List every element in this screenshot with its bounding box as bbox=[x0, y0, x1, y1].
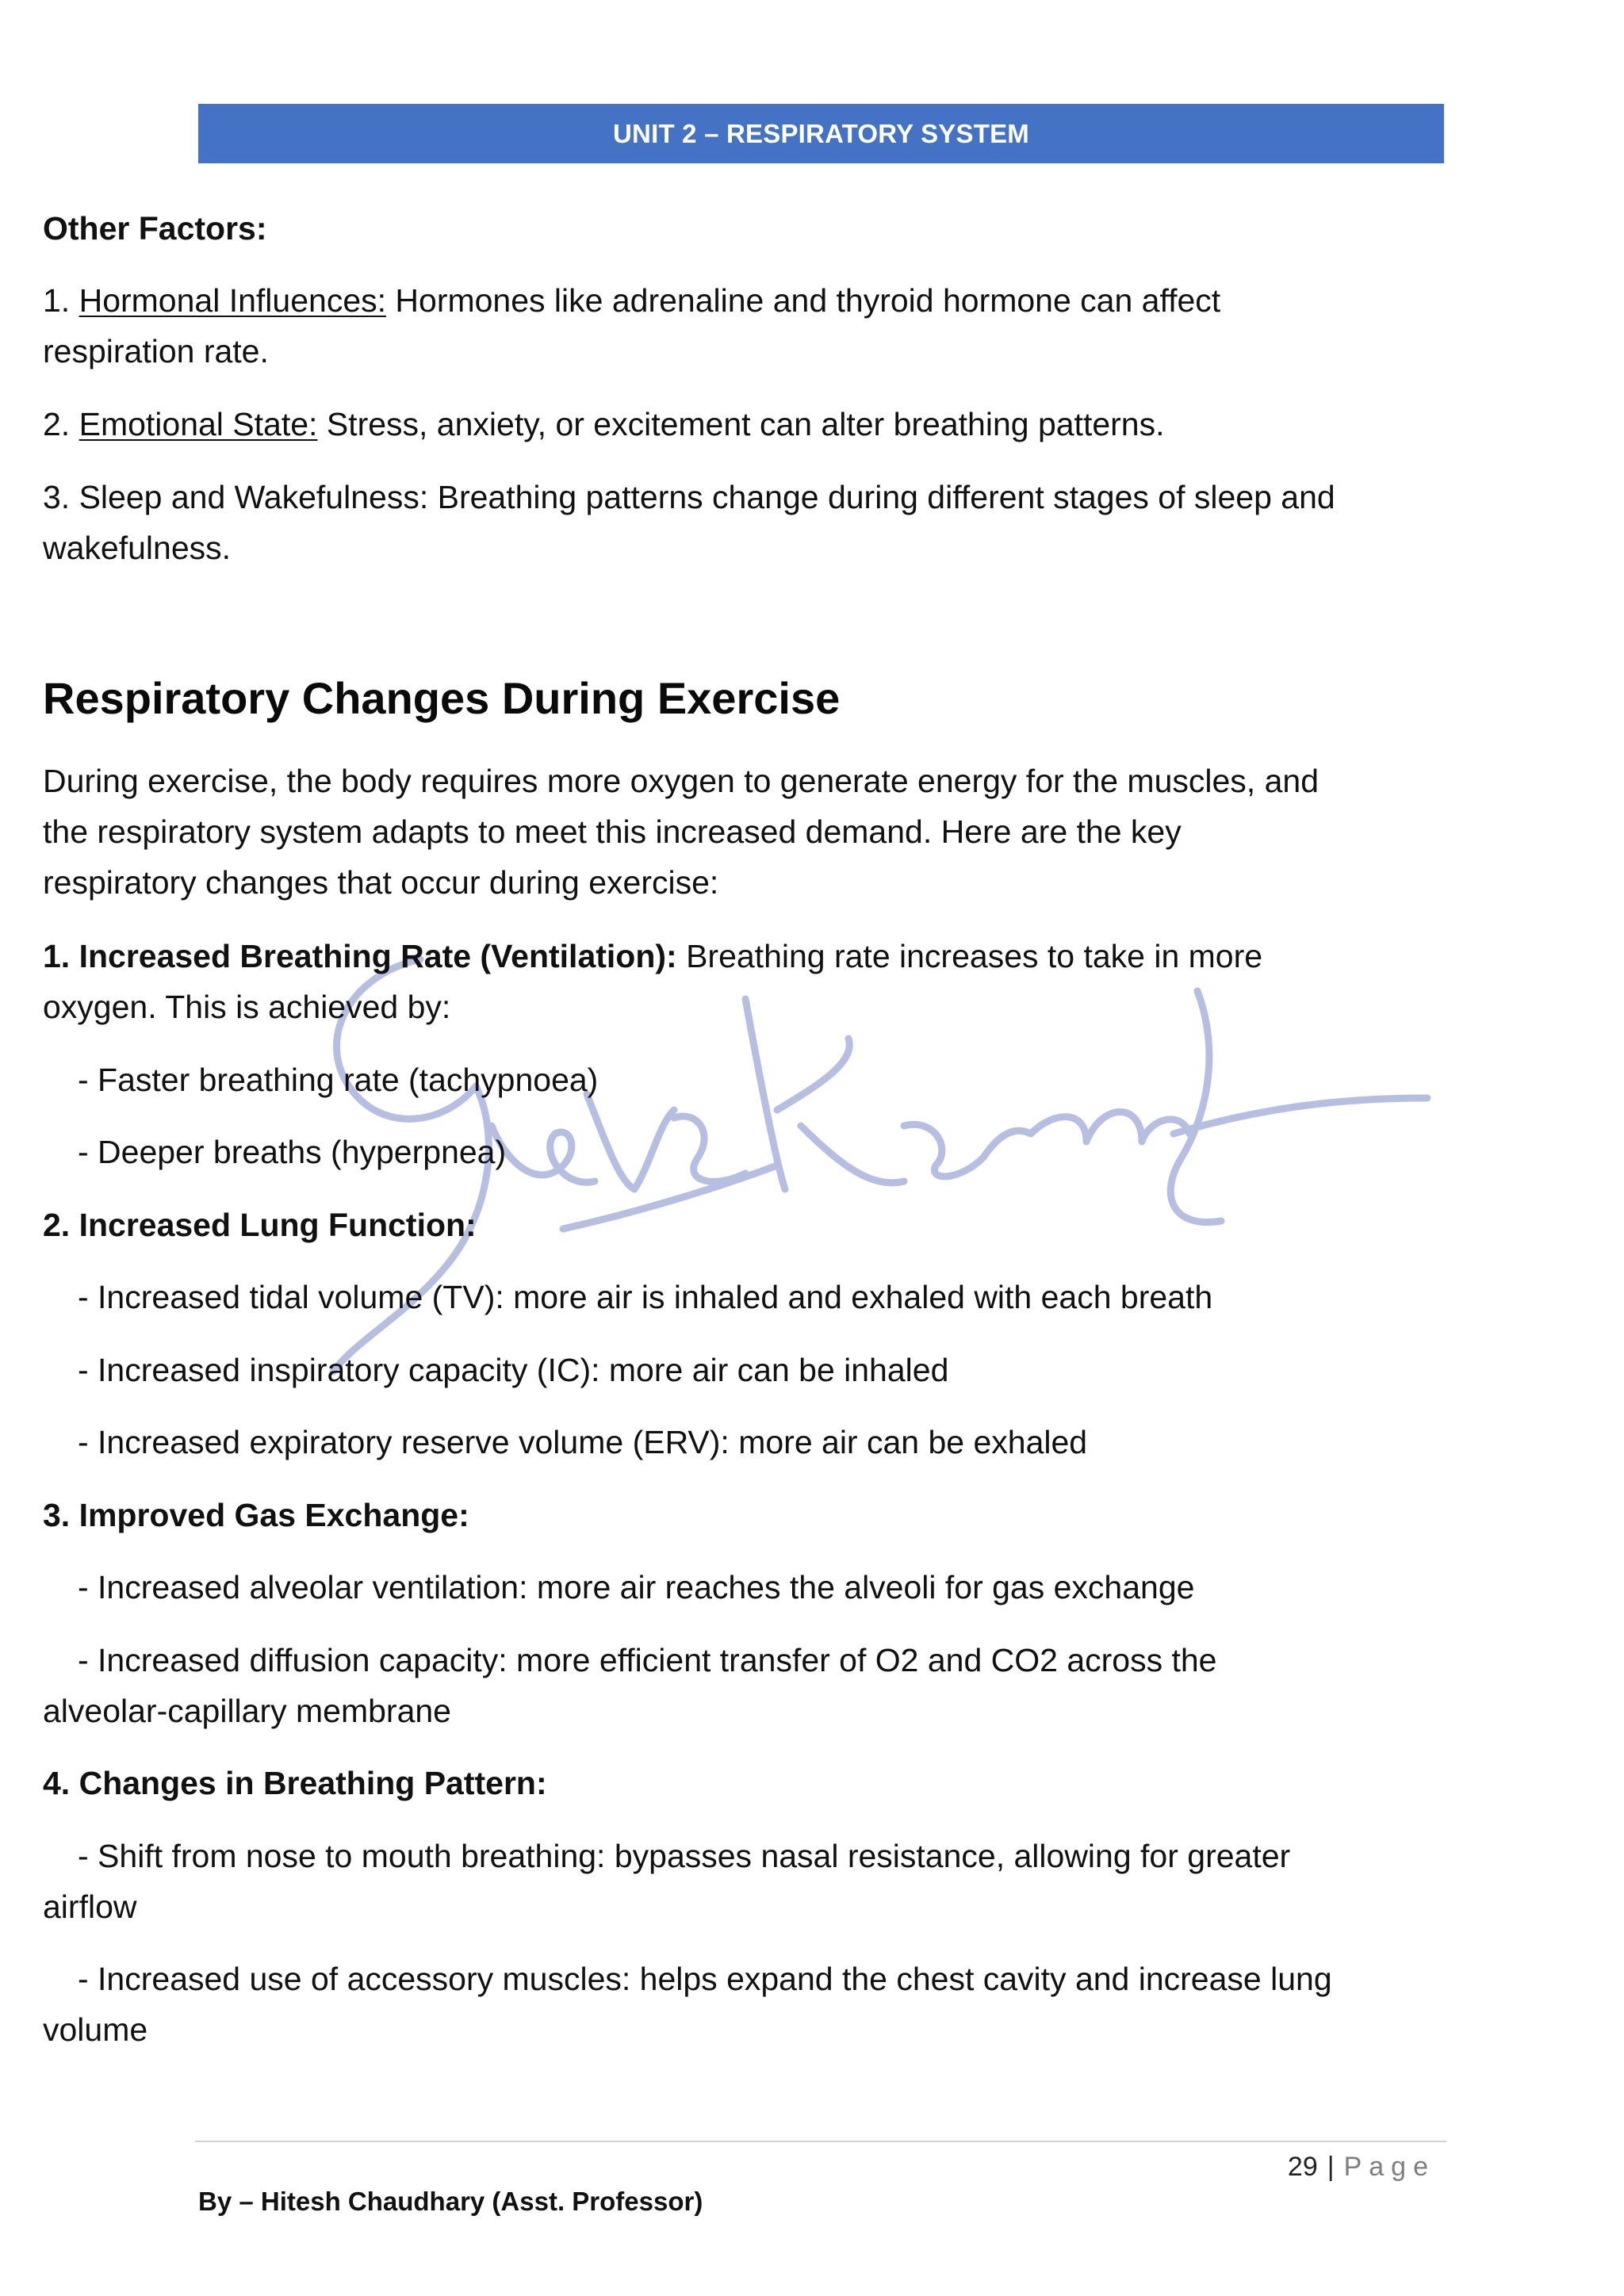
bullet-item: - Increased use of accessory muscles: helps expand the chest cavity and increase lung bbox=[78, 1961, 1332, 1997]
section-title: Respiratory Changes During Exercise bbox=[43, 673, 841, 723]
bullet-item: - Increased tidal volume (TV): more air is inhaled and exhaled with each breath bbox=[78, 1279, 1213, 1315]
factor-hormonal bbox=[43, 275, 1446, 326]
bullet-item: - Deeper breaths (hyperpnea) bbox=[78, 1134, 507, 1170]
factor-text: Stress, anxiety, or excitement can alter breathing patterns. bbox=[317, 406, 1165, 442]
bullet-item: - Increased diffusion capacity: more efficient transfer of O2 and CO2 across the bbox=[78, 1642, 1217, 1678]
footer-divider bbox=[195, 2141, 1446, 2142]
factor-number: 2. bbox=[43, 406, 79, 442]
bullet-item: - Increased expiratory reserve volume (ERV): more air can be exhaled bbox=[78, 1424, 1088, 1460]
factor-emotional bbox=[43, 399, 1446, 450]
factor-label: Hormonal Influences: bbox=[79, 282, 387, 319]
factor-label: Emotional State: bbox=[79, 406, 318, 442]
intro-line: During exercise, the body requires more oxygen to generate energy for the muscles, and bbox=[43, 763, 1319, 799]
gas-exchange-heading: 3. Improved Gas Exchange: bbox=[43, 1497, 469, 1533]
page-number bbox=[1288, 2147, 1435, 2187]
bullet-item: - Increased inspiratory capacity (IC): more air can be inhaled bbox=[78, 1352, 949, 1388]
item-text: Breathing rate increases to take in more bbox=[676, 938, 1263, 974]
factor-text: Hormones like adrenaline and thyroid hormone can affect bbox=[386, 282, 1221, 319]
lung-function-heading: 2. Increased Lung Function: bbox=[43, 1207, 477, 1243]
author-credit: By – Hitesh Chaudhary (Asst. Professor) bbox=[198, 2187, 703, 2216]
unit-header-title: UNIT 2 – RESPIRATORY SYSTEM bbox=[613, 118, 1029, 148]
unit-header-bar bbox=[198, 104, 1444, 163]
bullet-item: - Faster breathing rate (tachypnoea) bbox=[78, 1062, 599, 1098]
bullet-item: - Shift from nose to mouth breathing: bypasses nasal resistance, allowing for greater bbox=[78, 1838, 1291, 1874]
breathing-rate-cont: oxygen. This is achieved by: bbox=[43, 989, 451, 1025]
breathing-pattern-heading: 4. Changes in Breathing Pattern: bbox=[43, 1765, 547, 1801]
page-label: Page bbox=[1343, 2152, 1435, 2182]
item-heading: 1. Increased Breathing Rate (Ventilation): bbox=[43, 938, 677, 974]
breathing-rate-item bbox=[43, 931, 1446, 982]
page-separator: | bbox=[1327, 2152, 1335, 2182]
bullet-item-cont: airflow bbox=[43, 1888, 137, 1925]
factor-sleep: 3. Sleep and Wakefulness: Breathing patterns change during different stages of sleep and bbox=[43, 479, 1335, 515]
bullet-item-cont: volume bbox=[43, 2011, 148, 2048]
page-number-value: 29 bbox=[1287, 2152, 1318, 2182]
other-factors-heading: Other Factors: bbox=[43, 210, 267, 247]
bullet-item-cont: alveolar-capillary membrane bbox=[43, 1693, 451, 1729]
factor-sleep-cont: wakefulness. bbox=[43, 530, 232, 566]
factor-hormonal-cont: respiration rate. bbox=[43, 333, 269, 369]
intro-line: respiratory changes that occur during exercise: bbox=[43, 864, 719, 901]
factor-number: 1. bbox=[43, 282, 79, 319]
bullet-item: - Increased alveolar ventilation: more air reaches the alveoli for gas exchange bbox=[78, 1569, 1195, 1605]
intro-line: the respiratory system adapts to meet this increased demand. Here are the key bbox=[43, 813, 1182, 850]
